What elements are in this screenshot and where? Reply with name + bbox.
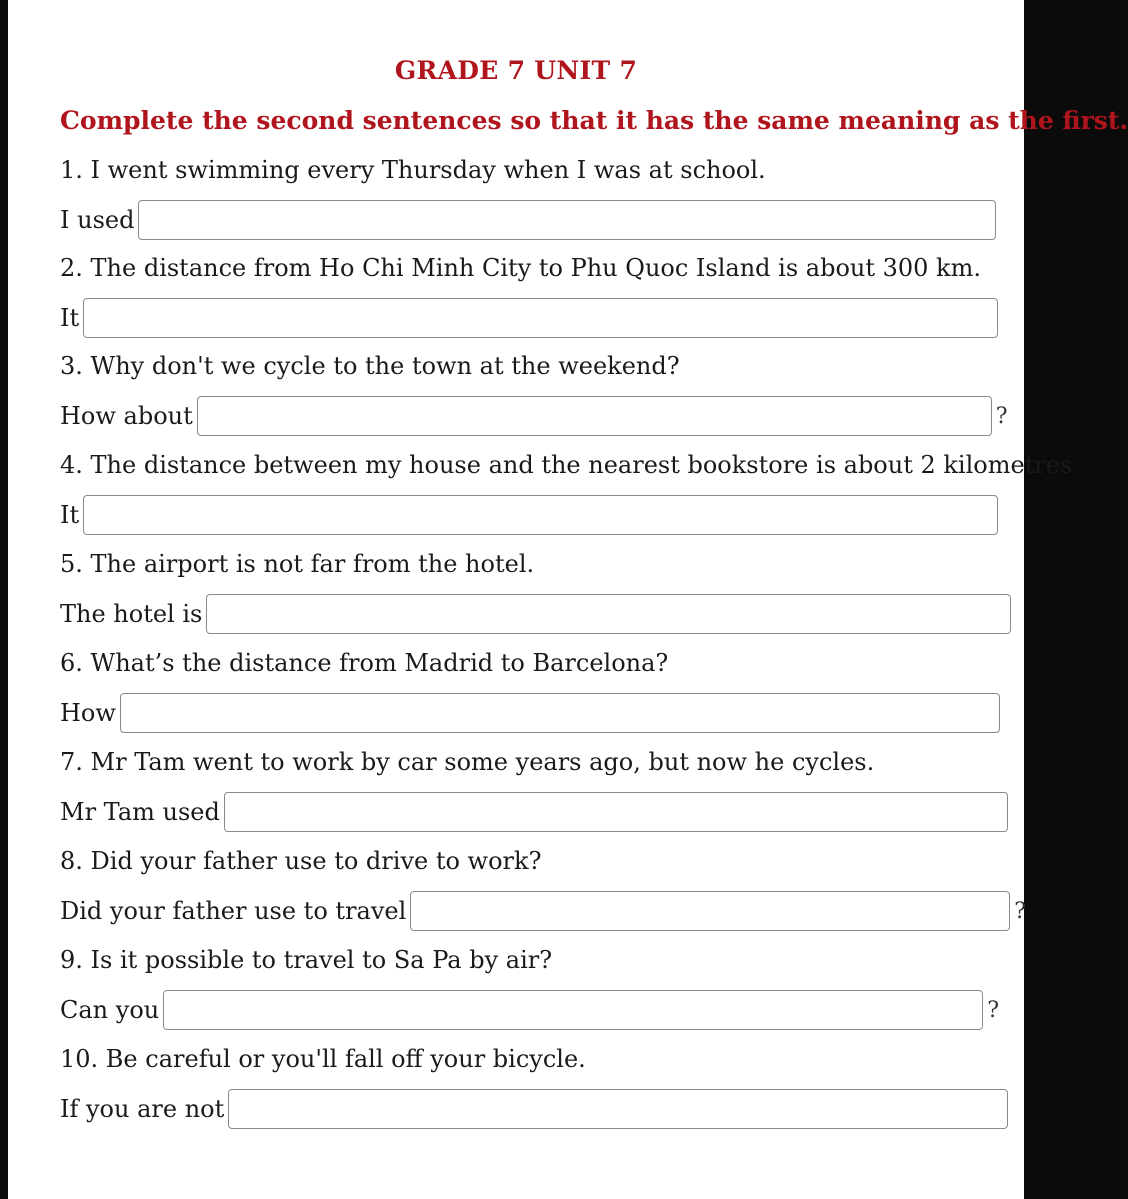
answer-suffix-3: ? [995,403,1008,429]
answer-row-1 [60,198,996,242]
answer-box-2[interactable] [83,298,998,338]
answer-row-2 [60,296,998,340]
answer-row-9 [60,988,999,1032]
question-8: 8. Did your father use to drive to work? [60,847,542,875]
question-4: 4. The distance between my house and the nearest bookstore is about 2 kilometres [60,451,1073,479]
answer-box-10[interactable] [228,1089,1008,1129]
answer-suffix-9: ? [987,997,1000,1023]
answer-prompt-7: Mr Tam used [60,798,220,826]
question-7: 7. Mr Tam went to work by car some years ago, but now he cycles. [60,748,875,776]
question-5: 5. The airport is not far from the hotel. [60,550,535,578]
question-6: 6. What’s the distance from Madrid to Barcelona? [60,649,669,677]
answer-prompt-3: How about [60,402,193,430]
answer-row-4 [60,493,998,537]
question-9: 9. Is it possible to travel to Sa Pa by air? [60,946,553,974]
worksheet [8,0,1128,1199]
answer-prompt-4: It [60,501,80,529]
answer-prompt-2: It [60,304,80,332]
question-10: 10. Be careful or you'll fall off your bicycle. [60,1045,586,1073]
worksheet-title: GRADE 7 UNIT 7 [394,56,638,85]
answer-prompt-10: If you are not [60,1095,225,1123]
question-3: 3. Why don't we cycle to the town at the weekend? [60,352,680,380]
question-2: 2. The distance from Ho Chi Minh City to Phu Quoc Island is about 300 km. [60,254,981,282]
answer-prompt-9: Can you [60,996,160,1024]
answer-box-6[interactable] [120,693,1000,733]
answer-row-8 [60,889,1026,933]
answer-row-5 [60,592,1011,636]
answer-box-9[interactable] [163,990,983,1030]
question-1: 1. I went swimming every Thursday when I was at school. [60,156,766,184]
answer-box-8[interactable] [410,891,1010,931]
answer-prompt-1: I used [60,206,135,234]
answer-row-7 [60,790,1008,834]
answer-box-5[interactable] [206,594,1011,634]
answer-prompt-5: The hotel is [60,600,203,628]
answer-prompt-6: How [60,699,116,727]
answer-box-1[interactable] [138,200,996,240]
answer-row-6 [60,691,1000,735]
answer-row-3 [60,394,1008,438]
answer-suffix-8: ? [1014,898,1027,924]
answer-box-4[interactable] [83,495,998,535]
answer-prompt-8: Did your father use to travel [60,897,407,925]
instruction-text: Complete the second sentences so that it has the same meaning as the first. [60,106,1128,135]
answer-box-7[interactable] [224,792,1008,832]
answer-box-3[interactable] [197,396,992,436]
answer-row-10 [60,1087,1008,1131]
